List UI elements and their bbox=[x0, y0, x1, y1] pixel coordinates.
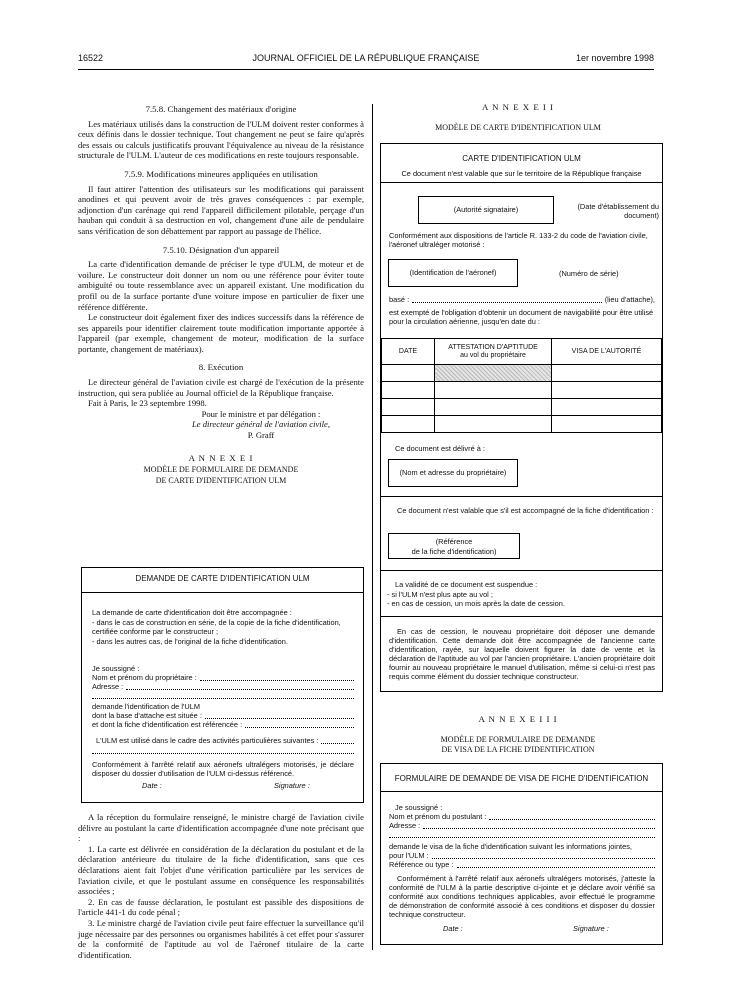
form1-adresse-row bbox=[92, 682, 354, 691]
form1-line-1: La demande de carte d'identification doit être accompagnée : bbox=[92, 608, 292, 617]
card-ref-line1: (Référence bbox=[435, 537, 473, 546]
annexe-1-subtitle-1: MODÈLE DE FORMULAIRE DE DEMANDE bbox=[143, 465, 299, 475]
section-7-5-8-text: Les matériaux utilisés dans la construction de l'ULM doivent rester conformes à ceux définis dans le dossier technique. Tout changement ne peut se faire qu'après des essais ou calculs justificatifs prouvant l'équivalence au niveau de la résistance structurale de l'ULM. L'auteur de ces modifications en reste toujours responsable. bbox=[78, 118, 364, 161]
card-lieu-label: (lieu d'attache), bbox=[604, 295, 655, 304]
table-row bbox=[382, 399, 662, 416]
annexe-1-form bbox=[81, 567, 364, 803]
table-cell[interactable] bbox=[435, 416, 552, 433]
card-divider-4 bbox=[381, 616, 662, 617]
col-visa: VISA DE L'AUTORITÉ bbox=[552, 339, 662, 365]
attestation-table bbox=[381, 338, 662, 433]
card-validite-2: - en cas de cession, un mois après la date de cession. bbox=[387, 599, 565, 608]
card-date-etablissement: (Date d'établissement du document) bbox=[577, 202, 659, 220]
form1-utilise-field-2[interactable] bbox=[92, 748, 354, 754]
signature-line-2: Le directeur général de l'aviation civile, bbox=[191, 419, 331, 430]
form1-base-row bbox=[92, 711, 354, 720]
issue-date: 1er novembre 1998 bbox=[575, 53, 654, 63]
card-reference-fiche-field[interactable] bbox=[388, 533, 520, 559]
annexe-1-title: A N N E X E I bbox=[188, 452, 254, 463]
table-cell[interactable] bbox=[382, 399, 435, 416]
annexe-3-header bbox=[380, 714, 656, 756]
card-delivre: Ce document est délivré à : bbox=[395, 444, 485, 453]
page-header bbox=[78, 53, 654, 67]
form3-date-label: Date : bbox=[443, 924, 463, 933]
signature-line-3: P. Graff bbox=[247, 430, 275, 441]
col-attestation-line1: ATTESTATION D'APTITUDE bbox=[448, 343, 538, 351]
card-conforme: Conformément aux dispositions de l'article R. 133-2 du code de l'aviation civile, l'aéronef ultraléger motorisé : bbox=[389, 231, 648, 249]
form1-date-label: Date : bbox=[142, 781, 162, 790]
section-7-5-10-title: 7.5.10. Désignation d'un appareil bbox=[162, 244, 280, 255]
attestation-table-header bbox=[382, 339, 662, 365]
form3-demande: demande le visa de la fiche d'identification suivant les informations jointes, bbox=[389, 842, 632, 851]
form1-line-2: - dans le cas de construction en série, de la copie de la fiche d'identification, certifiée conforme par le constructeur ; bbox=[92, 618, 341, 636]
form1-utilise-field[interactable] bbox=[321, 736, 354, 744]
form3-divider bbox=[381, 791, 662, 792]
form3-adresse-label: Adresse : bbox=[389, 821, 421, 830]
annexe-1-subtitle-2: DE CARTE D'IDENTIFICATION ULM bbox=[155, 475, 287, 485]
table-cell[interactable] bbox=[435, 382, 552, 399]
form3-ref-row bbox=[389, 860, 655, 869]
form1-adresse-label: Adresse : bbox=[92, 682, 124, 691]
identification-card-model bbox=[380, 143, 663, 692]
form1-title: DEMANDE DE CARTE D'IDENTIFICATION ULM bbox=[135, 574, 310, 583]
form1-utilise-label: L'ULM est utilisé dans le cadre des activités particulières suivantes : bbox=[96, 736, 319, 745]
form1-fiche-row bbox=[92, 720, 354, 729]
left-after-form bbox=[78, 812, 364, 960]
form3-adresse-field[interactable] bbox=[423, 821, 655, 829]
section-7-5-8-title: 7.5.8. Changement des matériaux d'origine bbox=[145, 104, 297, 114]
form3-conforme: Conformément à l'arrêté relatif aux aéronefs ultralégers motorisés, j'atteste la conformité de l'ULM à la partie descriptive ci-jointe et je déclare avoir vérifié sa conformité aux conditions techniques applicables, avoir effectué le programme de démonstration de conformité associé à ces conditions et disposer du dossier technique constructeur. bbox=[389, 874, 655, 919]
table-cell[interactable] bbox=[382, 365, 435, 382]
form1-nom-label: Nom et prénom du propriétaire : bbox=[92, 673, 197, 682]
table-cell[interactable] bbox=[435, 399, 552, 416]
form1-fiche-label: et dont la fiche d'identification est référencée : bbox=[92, 720, 243, 729]
signed-place-date: Fait à Paris, le 23 septembre 1998. bbox=[88, 398, 207, 409]
form3-je-soussigne: Je soussigné : bbox=[395, 803, 443, 812]
table-cell[interactable] bbox=[552, 382, 662, 399]
left-column bbox=[78, 104, 364, 486]
form3-pour-field[interactable] bbox=[432, 851, 655, 859]
form1-adresse-field[interactable] bbox=[126, 682, 354, 690]
card-base-label: basé : bbox=[389, 295, 410, 304]
form1-nom-field[interactable] bbox=[200, 673, 354, 681]
form3-title: FORMULAIRE DE DEMANDE DE VISA DE FICHE D'IDENTIFICATION bbox=[394, 774, 649, 783]
card-valable-fiche: Ce document n'est valable que s'il est accompagné de la fiche d'identification : bbox=[397, 506, 654, 515]
card-numero-serie: (Numéro de série) bbox=[559, 269, 619, 278]
card-title: CARTE D'IDENTIFICATION ULM bbox=[462, 154, 581, 163]
card-valid-territory: Ce document n'est valable que sur le territoire de la République française bbox=[401, 169, 642, 178]
table-cell[interactable] bbox=[552, 416, 662, 433]
form3-adresse-row bbox=[389, 821, 655, 830]
form1-line-3: - dans les autres cas, de l'original de la fiche d'identification. bbox=[92, 637, 288, 646]
card-base-row bbox=[389, 295, 655, 304]
table-cell[interactable] bbox=[382, 416, 435, 433]
table-cell[interactable] bbox=[382, 382, 435, 399]
form1-conforme: Conformément à l'arrêté relatif aux aéronefs ultralégers motorisés, je déclare disposer du dossier d'utilisation de l'ULM ci-dessus référencé. bbox=[92, 760, 354, 778]
form3-adresse-field-2[interactable] bbox=[389, 832, 655, 838]
table-cell[interactable] bbox=[552, 365, 662, 382]
form3-nom-label: Nom et prénom du postulant : bbox=[389, 812, 487, 821]
form1-utilise-row bbox=[96, 736, 354, 745]
form1-fiche-field[interactable] bbox=[245, 720, 354, 728]
col-date: DATE bbox=[382, 339, 435, 365]
col-attestation bbox=[435, 339, 552, 365]
journal-title: JOURNAL OFFICIEL DE LA RÉPUBLIQUE FRANÇAISE bbox=[252, 53, 480, 63]
annexe-2-title: A N N E X E I I bbox=[482, 102, 554, 112]
form3-nom-row bbox=[389, 812, 655, 821]
form3-ref-field[interactable] bbox=[457, 860, 655, 868]
card-exempte: est exempté de l'obligation d'obtenir un document de navigabilité pour être utilisé pour la circulation aérienne, jusqu'en date du : bbox=[389, 308, 654, 326]
card-divider-2 bbox=[381, 496, 662, 497]
form3-pour-row bbox=[389, 851, 655, 860]
card-base-field[interactable] bbox=[412, 295, 602, 303]
card-divider-1 bbox=[381, 182, 662, 183]
right-column-header bbox=[380, 102, 656, 133]
form3-nom-field[interactable] bbox=[489, 812, 655, 820]
col-attestation-line2: au vol du propriétaire bbox=[460, 351, 526, 359]
card-validite: La validité de ce document est suspendue : bbox=[395, 580, 538, 589]
form1-base-label: dont la base d'attache est située : bbox=[92, 711, 202, 720]
form1-signature-label: Signature : bbox=[274, 781, 310, 790]
form1-demande: demande l'identification de l'ULM bbox=[92, 702, 200, 711]
after-form-para1: A la réception du formulaire renseigné, le ministre chargé de l'aviation civile délivre au postulant la carte d'identification accompagnée d'une note précisant que : bbox=[78, 812, 364, 844]
section-7-5-10-para1: La carte d'identification demande de préciser le type d'ULM, de moteur et de voilure. Le constructeur doit donner un nom ou une référence pour éviter toute ambiguïté ou toute ressemblance avec un appareil existant. Une modification du profil ou de la surface portante d'une voiture impose en particulier de fixer une référence différente. bbox=[78, 259, 364, 312]
card-validite-1: - si l'ULM n'est plus apte au vol ; bbox=[387, 590, 493, 599]
card-nom-adresse-field[interactable]: (Nom et adresse du propriétaire) bbox=[388, 459, 518, 487]
annexe-3-subtitle-2: DE VISA DE LA FICHE D'IDENTIFICATION bbox=[441, 745, 595, 755]
section-7-5-9-text: Il faut attirer l'attention des utilisateurs sur les modifications qui paraissent anodines et qui peuvent avoir de très graves conséquences : par exemple, adjonction d'un carénage qui rend l'appareil difficilement pilotable, perçage d'un hauban qui conduit à sa destruction en vol, changement d'une aile de pendulaire sans vérification de son débattement par rapport au passage de l'hélice. bbox=[78, 183, 364, 236]
table-row bbox=[382, 365, 662, 382]
annexe-2-subtitle: MODÈLE DE CARTE D'IDENTIFICATION ULM bbox=[435, 122, 601, 132]
signature-line-1: Pour le ministre et par délégation : bbox=[201, 408, 321, 419]
section-7-5-9-title: 7.5.9. Modifications mineures appliquées en utilisation bbox=[124, 168, 318, 179]
form1-divider bbox=[82, 592, 363, 593]
card-identification-field[interactable]: (Identification de l'aéronef) bbox=[388, 259, 518, 287]
after-form-para3: 2. En cas de fausse déclaration, le postulant est passible des dispositions de l'article 441-1 du code pénal ; bbox=[78, 896, 364, 918]
form1-je-soussigne: Je soussigné : bbox=[92, 664, 140, 673]
form1-nom-row bbox=[92, 673, 354, 682]
form3-ref-label: Référence ou type : bbox=[389, 860, 454, 869]
header-rule bbox=[78, 69, 654, 70]
form1-base-field[interactable] bbox=[205, 711, 354, 719]
after-form-para4: 3. Le ministre chargé de l'aviation civile peut faire effectuer la surveillance qu'il juge nécessaire par des personnes ou organismes habilités à cet effet pour s'assurer de la conformité de l'aptitude au vol de l'aéronef titulaire de la carte d'identification. bbox=[78, 917, 364, 960]
column-separator bbox=[372, 104, 373, 950]
form3-pour-label: pour l'ULM : bbox=[389, 851, 429, 860]
annexe-3-subtitle-1: MODÈLE DE FORMULAIRE DE DEMANDE bbox=[440, 734, 596, 744]
form1-adresse-field-2[interactable] bbox=[92, 693, 354, 699]
annexe-3-title: A N N E X E I I I bbox=[478, 714, 558, 724]
section-8-text: Le directeur général de l'aviation civile est chargé de l'exécution de la présente instruction, qui sera publiée au Journal officiel de la République française. bbox=[78, 377, 364, 398]
table-row bbox=[382, 382, 662, 399]
card-autorite-field[interactable]: (Autorité signataire) bbox=[418, 196, 554, 224]
card-cession: En cas de cession, le nouveau propriétaire doit déposer une demande d'identification. Cette demande doit être accompagnée de l'ancienne carte d'identification, rayée, sur laquelle doivent figurer la date de vente et la déclaration de l'aptitude au vol par l'ancien propriétaire. L'ancien propriétaire doit fournir au nouveau propriétaire le manuel d'utilisation, même si celui-ci n'est pas requis comme élément du dossier technique constructeur. bbox=[389, 627, 655, 681]
annexe-3-form bbox=[380, 763, 663, 945]
section-8-title: 8. Exécution bbox=[198, 362, 244, 373]
card-ref-line2: de la fiche d'identification) bbox=[411, 547, 497, 556]
form3-signature-label: Signature : bbox=[573, 924, 609, 933]
hatched-cell bbox=[435, 365, 552, 382]
table-cell[interactable] bbox=[552, 399, 662, 416]
after-form-para2: 1. La carte est délivrée en considération de la déclaration du postulant et de la déclaration antérieure du titulaire de la fiche d'identification, sans que ces déclarations aient fait l'objet d'une vérification particulière par les services de l'aviation civile, et que le postulant assume en conséquence les responsabilités associées ; bbox=[78, 843, 364, 897]
table-row bbox=[382, 416, 662, 433]
section-7-5-10-para2: Le constructeur doit également fixer des indices successifs dans la référence de ses appareils pour identifier clairement toute modification importante apportée à l'appareil (par exemple, changement de moteur, modification de la surface portante, changement de matériaux). bbox=[78, 312, 364, 354]
card-divider-3 bbox=[381, 570, 662, 571]
page-number: 16522 bbox=[78, 53, 104, 63]
